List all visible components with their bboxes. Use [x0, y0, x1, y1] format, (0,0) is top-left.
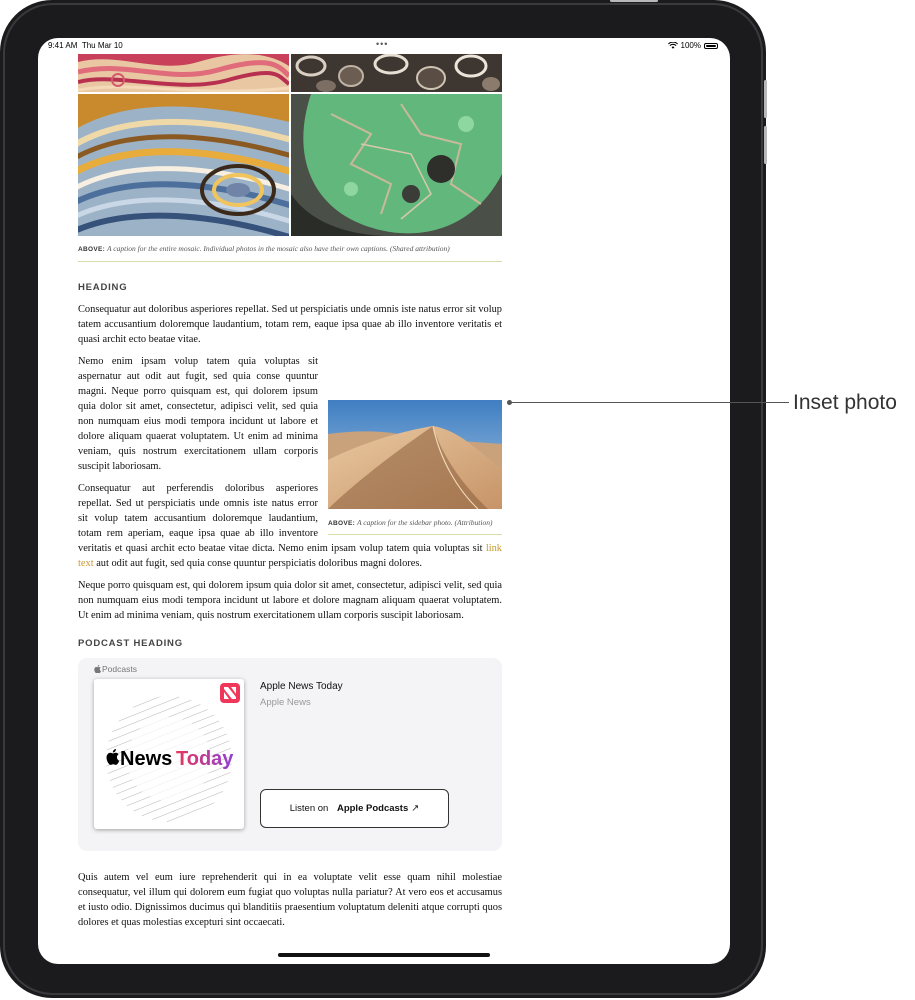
apple-logo-icon [94, 665, 101, 673]
apple-logo-icon [107, 749, 120, 765]
inset-caption: ABOVE: A caption for the sidebar photo. (Attribution) [328, 518, 493, 528]
podcast-title[interactable]: Apple News Today [260, 681, 343, 693]
battery-icon [704, 43, 718, 49]
battery-percent: 100% [680, 41, 701, 50]
mosaic-caption: ABOVE: A caption for the entire mosaic. Individual photos in the mosaic also have their own captions. (Shared attribution) [78, 244, 450, 253]
mosaic-photo-green-stone[interactable] [291, 94, 502, 236]
status-bar [38, 38, 730, 52]
body-paragraph: Nemo enim ipsam volup tatem quia voluptas sit aspernatur aut odit aut fugit, sed quia conse quuntur magni. Neque porro quisquam est, qui dolorem ipsum quia dolor sit amet, consectetur, adipisci velit, sed quia non numquam eius modi tempora incidunt ut labore et dolore aliquam quaerat voluptatem. Ut enim ad minima veniam, quis nostrum exercitationem ullam corporis suscipit laboriosam. [78, 356, 318, 473]
podcast-author: Apple News [260, 697, 311, 709]
body-paragraph-with-link: Consequatur aut perferendis doloribus asperiores repellat. Sed ut perspiciatis unde omnis iste natus error sit volup tatem accusantium doloremque laudantium, totam rem aperiam, eaque ipsa quae ab illo inventore veritatis et quasi archit ecto beatae vitae dicta. Nemo enim ipsam volup tatem quia voluptas sit link text aut odit aut fugit, sed quia conse quuntur perspiciatis doloribus magni dolores. [78, 483, 502, 570]
multitasking-dots[interactable]: ••• [376, 39, 389, 49]
mosaic-photo-banded-agate[interactable] [78, 94, 289, 236]
body-paragraph: Neque porro quisquam est, qui dolorem ipsum quia dolor sit amet, consectetur, adipisci velit, sed quia non numquam eius modi tempora incidunt ut labore et dolore magnam aliquam quaerat voluptatem. Ut enim ad minima veniam, quis nostrum exercitationem ullam corporis suscipit laboriosam. [78, 580, 502, 622]
desert-dune-image[interactable] [328, 400, 502, 509]
listen-on-apple-podcasts-button[interactable] [260, 789, 449, 828]
artwork-today-text: Today [176, 748, 234, 771]
podcast-heading: PODCAST HEADING [78, 638, 183, 650]
top-button [610, 0, 658, 2]
inset-divider [328, 534, 502, 535]
screen [38, 38, 730, 964]
callout-line [509, 402, 789, 403]
wifi-icon [668, 42, 678, 49]
mosaic-divider [78, 261, 502, 262]
podcasts-brand [94, 664, 137, 674]
body-paragraph: Quis autem vel eum iure reprehenderit qui in ea voluptate velit esse quam nihil molestiae consequatur, vel illum qui dolorem eum fugiat quo voluptas nulla pariatur? At vero eos et accusamus et iusto odio. Dignissimos ducimus qui blanditiis praesentium voluptatum deleniti atque corrupti quos dolores et quas molestias excepturi sint occaecati. [78, 872, 502, 929]
mosaic-photo-stones[interactable] [291, 54, 502, 92]
status-time: 9:41 AM Thu Mar 10 [48, 41, 123, 50]
callout-label: Inset photo [793, 391, 897, 414]
listen-button-app: Apple Podcasts [336, 803, 409, 815]
section-heading: HEADING [78, 282, 128, 294]
volume-down-button [764, 126, 767, 164]
inline-link[interactable]: link text [78, 543, 502, 570]
photo-mosaic[interactable] [78, 54, 502, 236]
article-content [78, 54, 502, 937]
podcast-embed[interactable] [78, 658, 502, 851]
body-paragraph: Consequatur aut doloribus asperiores repellat. Sed ut perspiciatis unde omnis iste natus error sit volup tatem accusantium doloremque laudantium, totam rem, eaque ipsa quae ab illo inventore veritatis et quasi archit ecto beatae vitae. [78, 304, 502, 346]
mosaic-photo-red-agate[interactable] [78, 54, 289, 92]
podcast-artwork[interactable] [94, 679, 244, 829]
home-indicator[interactable] [278, 953, 490, 957]
external-arrow-icon: ↗ [411, 803, 420, 815]
podcasts-brand-label: Podcasts [102, 664, 137, 675]
news-app-icon [220, 683, 240, 703]
listen-button-prefix: Listen on [289, 803, 329, 815]
artwork-news-text: News [120, 748, 173, 771]
status-right [668, 41, 718, 50]
volume-up-button [764, 80, 767, 118]
inset-photo[interactable] [328, 400, 502, 534]
